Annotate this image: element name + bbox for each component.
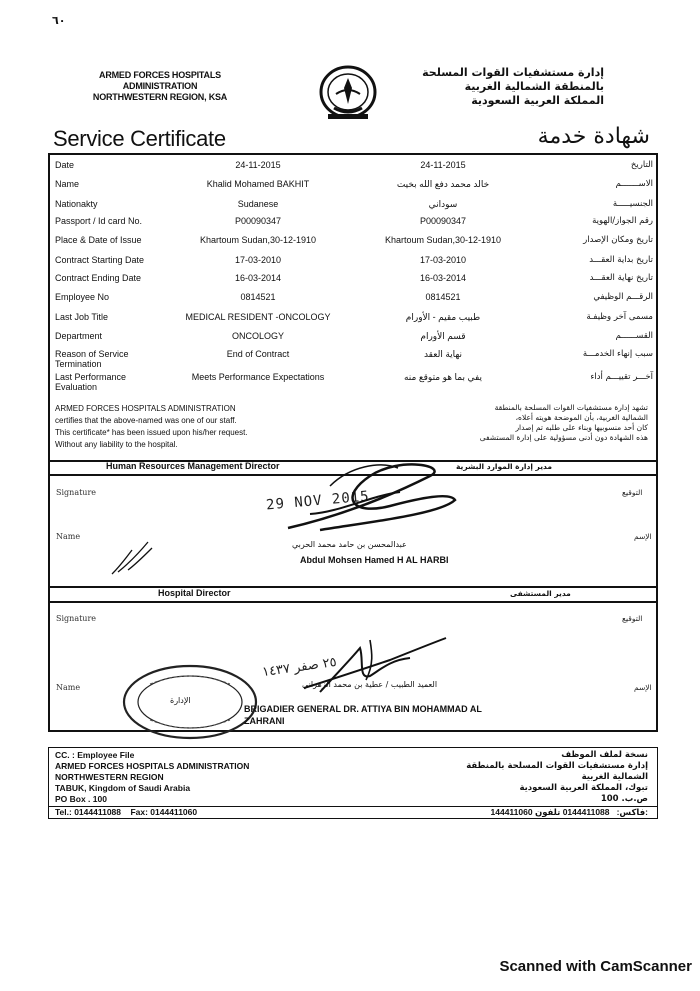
document-title: Service Certificate xyxy=(53,126,226,151)
statement-line: Without any liability to the hospital. xyxy=(55,440,178,449)
footer-line: NORTHWESTERN REGION xyxy=(55,772,164,782)
field-row xyxy=(53,235,653,251)
field-label-arabic: سبب إنهاء الخدمـــة xyxy=(582,349,653,359)
statement-line: This certificate* has been issued upon his/her request. xyxy=(55,428,248,437)
footer-line: PO Box . 100 xyxy=(55,794,107,804)
header-org-line-ar: إدارة مستشفيات القوات المسلحة xyxy=(422,66,604,79)
hospital-name-label: Name xyxy=(56,683,81,692)
field-label: Last Performance Evaluation xyxy=(55,372,127,392)
field-label: Place & Date of Issue xyxy=(55,235,142,245)
field-label-arabic: رقم الجواز/الهوية xyxy=(592,216,653,226)
field-value-secondary: قسم الأورام xyxy=(420,331,466,341)
field-value-secondary: P00090347 xyxy=(419,216,467,226)
hr-director-name: Abdul Mohsen Hamed H AL HARBI xyxy=(300,555,449,565)
footer-line-ar: ص.ب. 100 xyxy=(600,794,648,804)
field-value-secondary: سوداني xyxy=(428,199,458,209)
field-label-arabic: الجنسيـــــة xyxy=(612,199,653,209)
hospital-heading-ar: مدير المستشفى xyxy=(510,589,571,598)
footer-line: ARMED FORCES HOSPITALS ADMINISTRATION xyxy=(55,761,250,771)
field-label-arabic: تاريخ ومكان الإصدار xyxy=(583,235,653,245)
header-org-arabic xyxy=(404,66,604,108)
emblem-logo-icon xyxy=(316,64,380,124)
footer-address-english xyxy=(55,750,249,805)
field-label-arabic: مسمى آخر وظيفـة xyxy=(586,312,653,322)
field-value-secondary: 0814521 xyxy=(425,292,461,302)
hospital-name-label-ar: الإسم xyxy=(634,683,652,692)
statement-line: ARMED FORCES HOSPITALS ADMINISTRATION xyxy=(55,404,236,413)
field-label-arabic: التاريخ xyxy=(630,160,653,170)
hospital-signature-scribble xyxy=(300,630,450,700)
field-value-secondary: طبيب مقيم - الأورام xyxy=(405,312,481,322)
field-label: Passport / Id card No. xyxy=(55,216,143,226)
hr-heading-en: Human Resources Management Director xyxy=(106,461,280,471)
field-row xyxy=(53,160,653,176)
field-value: 16-03-2014 xyxy=(234,273,282,283)
initials-scribble xyxy=(108,538,158,578)
field-row xyxy=(53,273,653,289)
field-value: 17-03-2010 xyxy=(234,255,282,265)
footer-address-arabic xyxy=(418,750,648,805)
hr-heading-ar: مدير إدارة الموارد البشرية xyxy=(456,462,552,471)
field-row xyxy=(53,216,653,232)
footer-contact-arabic: 144411060 فاكس: 0144411088 تلفون: xyxy=(490,807,648,817)
certification-statement-arabic xyxy=(418,403,648,443)
field-value: Meets Performance Expectations xyxy=(191,372,325,382)
field-value: 24-11-2015 xyxy=(235,160,281,170)
field-label: Date xyxy=(55,160,75,170)
hospital-signature-label-ar: التوقيع xyxy=(622,614,643,623)
hr-director-name-arabic: عبدالمحسن بن حامد محمد الحربي xyxy=(292,540,407,549)
header-org-line: ADMINISTRATION xyxy=(122,81,198,91)
header-org-english xyxy=(60,70,260,103)
field-value: P00090347 xyxy=(234,216,282,226)
field-value-secondary: 16-03-2014 xyxy=(419,273,467,283)
field-value: 0814521 xyxy=(240,292,276,302)
statement-line: certifies that the above-named was one of our staff. xyxy=(55,416,237,425)
hr-signature-label: Signature xyxy=(56,488,97,497)
field-label: Department xyxy=(55,331,103,341)
section-divider xyxy=(48,586,658,588)
handwritten-hijri-date: ٢٥ صفر ١٤٣٧ xyxy=(261,654,338,681)
hr-signature-label-ar: التوقيع xyxy=(622,488,643,497)
field-row xyxy=(53,199,653,215)
field-value-secondary: 17-03-2010 xyxy=(419,255,467,265)
scanner-watermark: Scanned with CamScanner xyxy=(499,958,692,975)
hr-name-label-ar: الإسم xyxy=(634,532,652,541)
statement-line-ar: الشمالية الغربية، بأن الموضحة هويته أعلاه، xyxy=(515,413,648,422)
field-label: Name xyxy=(55,179,80,189)
field-value-secondary: نهاية العقد xyxy=(423,349,463,359)
section-divider xyxy=(48,601,658,603)
field-value-secondary: 24-11-2015 xyxy=(420,160,466,170)
header-org-line-ar: بالمنطقة الشمالية الغربية xyxy=(464,80,604,93)
field-label: Reason of Service Termination xyxy=(55,349,129,369)
footer-line-ar: نسخة لملف الموظف xyxy=(561,750,648,760)
hr-signature-scribble xyxy=(280,456,460,536)
field-value-secondary: Khartoum Sudan,30-12-1910 xyxy=(384,235,502,245)
footer-line-ar: إدارة مستشفيات القوات المسلحة بالمنطقة xyxy=(466,761,648,771)
field-label: Employee No xyxy=(55,292,110,302)
footer-contact: Tel.: 0144411088 Fax: 0144411060 xyxy=(55,807,198,817)
field-label-arabic: آخـــر تقييـــم أداء xyxy=(590,372,653,382)
field-label: Contract Starting Date xyxy=(55,255,145,265)
statement-line-ar: تشهد إدارة مستشفيات القوات المسلحة بالمنطقة xyxy=(494,403,648,412)
field-label-arabic: القســــــم xyxy=(615,331,653,341)
field-label: Last Job Title xyxy=(55,312,109,322)
field-value: MEDICAL RESIDENT -ONCOLOGY xyxy=(185,312,331,322)
hospital-signature-label: Signature xyxy=(56,614,97,623)
field-row xyxy=(53,179,653,195)
field-value: Khartoum Sudan,30-12-1910 xyxy=(199,235,317,245)
header-org-line-ar: المملكة العربية السعودية xyxy=(471,94,604,107)
field-label-arabic: الاســـــــم xyxy=(615,179,653,189)
footer-line-ar: تبوك، المملكة العربية السعودية xyxy=(519,783,648,793)
field-row xyxy=(53,331,653,347)
field-value: ONCOLOGY xyxy=(231,331,284,341)
document-title-arabic: شهادة خدمة xyxy=(537,124,650,149)
field-label-arabic: تاريخ نهاية العقـــد xyxy=(589,273,653,283)
field-value-secondary: خالد محمد دفع الله بخيت xyxy=(396,179,490,189)
received-date-stamp: 29 NOV 2015 xyxy=(265,488,371,514)
hospital-heading-en: Hospital Director xyxy=(158,588,231,598)
footer-line: CC. : Employee File xyxy=(55,750,135,760)
footer-line-ar: الشمالية الغربية xyxy=(581,772,648,782)
page-corner-mark: ٦٠ xyxy=(52,15,66,27)
field-label-arabic: تاريخ بداية العقـــد xyxy=(589,255,653,265)
field-row xyxy=(53,372,653,392)
header-org-line: ARMED FORCES HOSPITALS xyxy=(99,70,221,80)
field-value: Khalid Mohamed BAKHIT xyxy=(206,179,310,189)
field-label-arabic: الرقـــم الوظيفي xyxy=(593,292,653,302)
field-row xyxy=(53,255,653,271)
field-label: Nationakty xyxy=(55,199,98,209)
statement-line-ar: كان أحد منسوبيها وبناء على طلبه تم إصدار xyxy=(515,423,648,432)
statement-line-ar: هذه الشهادة دون أدنى مسؤولية على إدارة المستشفى xyxy=(479,433,648,442)
official-seal xyxy=(120,662,260,742)
certification-statement xyxy=(55,403,335,451)
header-org-line: NORTHWESTERN REGION, KSA xyxy=(92,92,228,102)
field-value: Sudanese xyxy=(237,199,279,209)
hospital-director-name-arabic: العميد الطبيب / عطية بن محمد الزهراني xyxy=(302,680,438,689)
seal-text: الإدارة xyxy=(170,696,191,705)
hr-name-label: Name xyxy=(56,532,81,541)
field-value: End of Contract xyxy=(226,349,290,359)
hospital-director-heading xyxy=(48,589,658,601)
emblem-logo xyxy=(316,64,380,124)
field-label: Contract Ending Date xyxy=(55,273,142,283)
footer-line: TABUK, Kingdom of Saudi Arabia xyxy=(55,783,191,793)
field-value-secondary: يفي بما هو متوقع منه xyxy=(403,372,483,382)
field-row xyxy=(53,292,653,308)
field-row xyxy=(53,349,653,369)
hospital-director-name: BRIGADIER GENERAL DR. ATTIYA BIN MOHAMMAD AL ZAHRANI xyxy=(244,704,482,726)
field-row xyxy=(53,312,653,328)
